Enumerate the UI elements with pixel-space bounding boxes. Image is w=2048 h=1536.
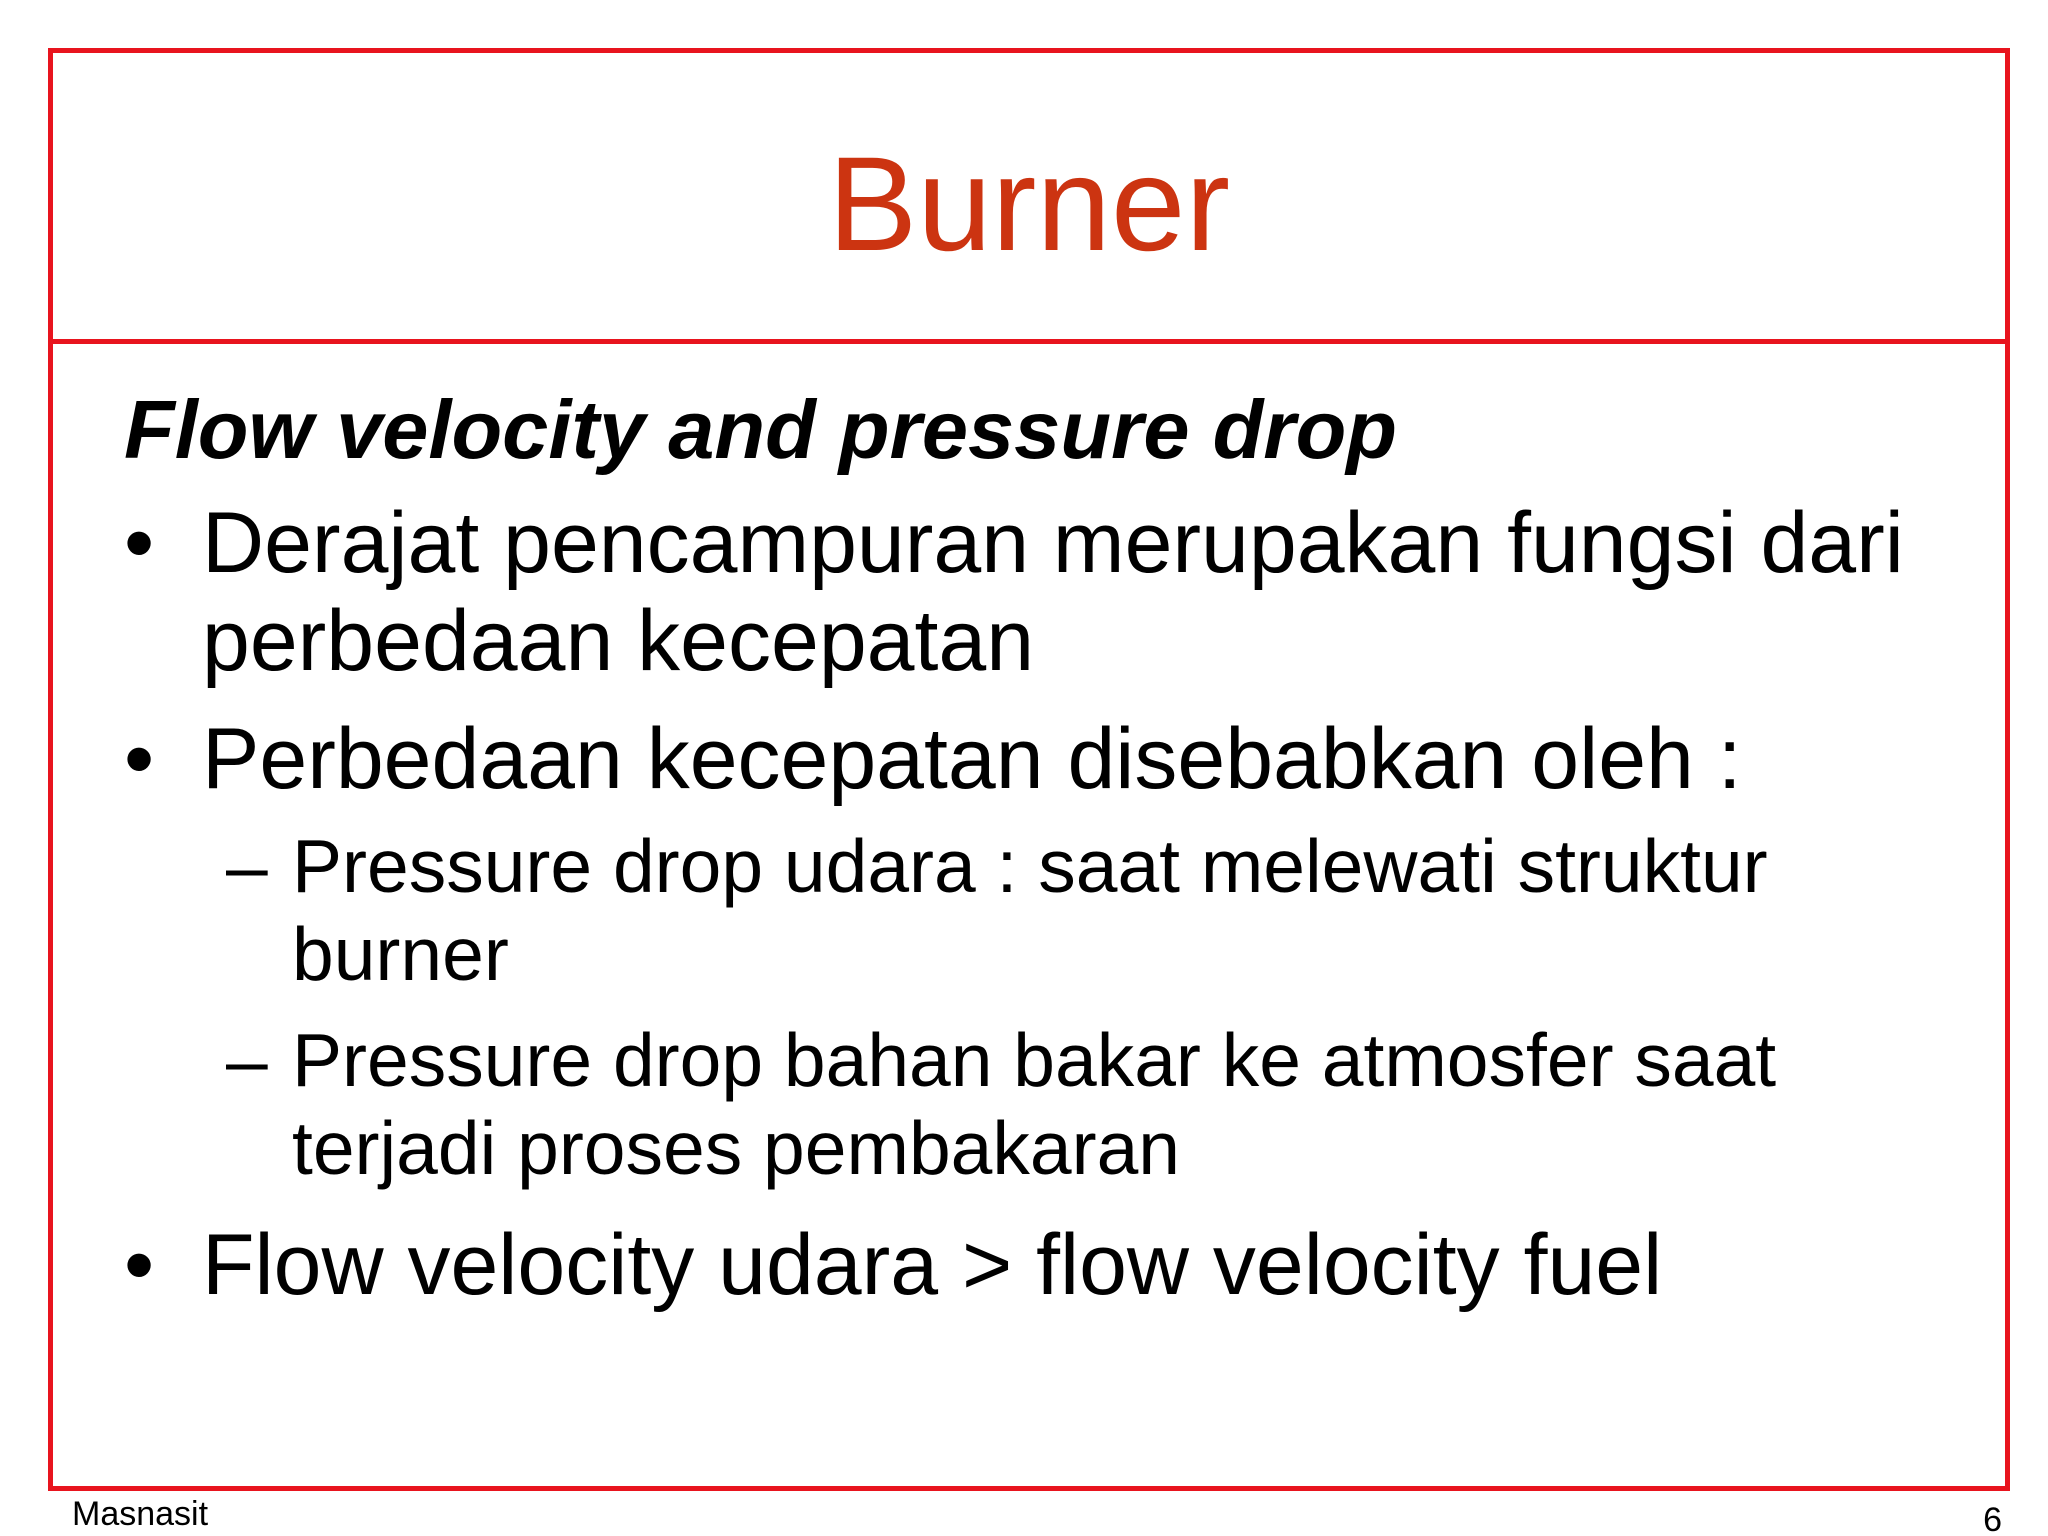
slide-content xyxy=(124,380,1974,1314)
bullet-item xyxy=(124,710,1974,808)
bullet-item xyxy=(124,1216,1974,1314)
bullet-item xyxy=(124,494,1974,690)
bullet-text: Flow velocity udara > flow velocity fuel xyxy=(202,1217,1663,1313)
title-divider xyxy=(48,339,2010,344)
sub-bullet-marker: – xyxy=(226,824,268,908)
subheading: Flow velocity and pressure drop xyxy=(124,383,1397,476)
bullet-marker: • xyxy=(124,1217,155,1313)
sub-bullet-text: Pressure drop udara : saat melewati struktur burner xyxy=(292,824,1768,996)
bullet-marker: • xyxy=(124,495,155,591)
bullet-text: Perbedaan kecepatan disebabkan oleh : xyxy=(202,711,1742,807)
sub-bullet-item xyxy=(226,1016,1974,1192)
slide-title: Burner xyxy=(827,130,1231,279)
page-number: 6 xyxy=(1983,1501,2002,1536)
footer-author: Masnasit xyxy=(72,1495,209,1533)
sub-bullet-marker: – xyxy=(226,1018,268,1102)
bullet-marker: • xyxy=(124,711,155,807)
bullet-text: Derajat pencampuran merupakan fungsi dari perbedaan kecepatan xyxy=(202,495,1904,689)
sub-bullet-text: Pressure drop bahan bakar ke atmosfer saat terjadi proses pembakaran xyxy=(292,1018,1777,1190)
sub-bullet-item xyxy=(226,822,1974,998)
